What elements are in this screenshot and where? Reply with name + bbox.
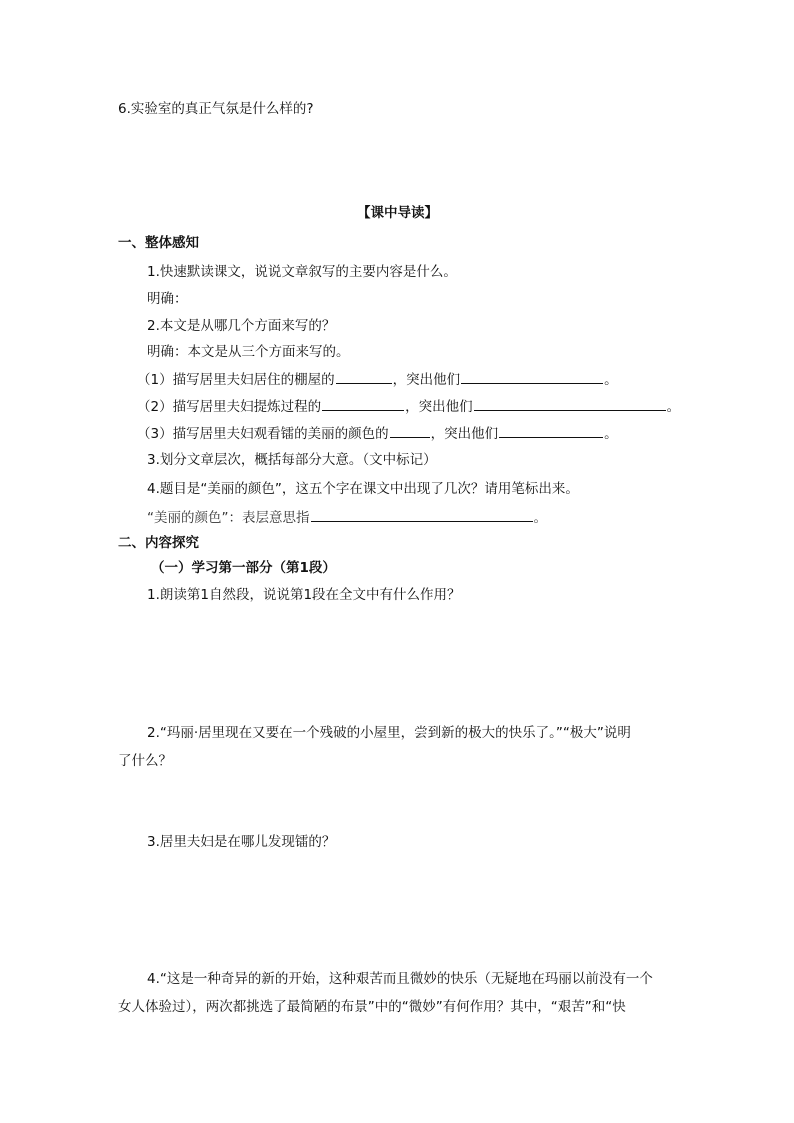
item-1-blank-b[interactable] [461, 369, 603, 384]
item-2-blank-b[interactable] [474, 396, 666, 411]
part1-item-1 [137, 369, 618, 390]
part1-question-2: 2.本文是从哪几个方面来写的？ [147, 318, 336, 334]
part2-question-1: 1.朗读第1自然段，说说第1段在全文中有什么作用？ [147, 587, 461, 603]
part2-question-4-line-2: 女人体验过），两次都挑选了最简陋的布景”中的“微妙”有何作用？其中，“艰苦”和“快 [118, 999, 626, 1015]
item-3-prefix: （3）描写居里夫妇观看镭的美丽的颜色的 [137, 426, 389, 442]
item-2-middle: ，突出他们 [405, 399, 473, 415]
item-1-prefix: （1）描写居里夫妇居住的棚屋的 [137, 372, 335, 388]
part1-heading: 一、整体感知 [118, 235, 199, 251]
part1-item-3 [137, 423, 618, 444]
item-3-blank-b[interactable] [499, 423, 603, 438]
item-3-end: 。 [604, 426, 618, 442]
item-1-blank-a[interactable] [336, 369, 392, 384]
q4-sub-prefix: “美丽的颜色”：表层意思指 [147, 510, 310, 526]
q4-sub-end: 。 [533, 510, 547, 526]
part1-question-4-sub [147, 507, 547, 528]
part1-question-1: 1.快速默读课文，说说文章叙写的主要内容是什么。 [147, 264, 457, 280]
part2-question-2-line-2: 了什么？ [118, 753, 172, 769]
part1-item-2 [137, 396, 680, 417]
part2-question-4-line-1: 4.“这是一种奇异的新的开始，这种艰苦而且微妙的快乐（无疑地在玛丽以前没有一个 [147, 971, 653, 987]
part1-question-3: 3.划分文章层次，概括每部分大意。（文中标记） [147, 452, 437, 468]
item-1-middle: ，突出他们 [392, 372, 461, 388]
item-3-blank-a[interactable] [390, 423, 430, 438]
item-2-blank-a[interactable] [322, 396, 404, 411]
q4-sub-blank[interactable] [311, 507, 533, 522]
part2-question-2-line-1: 2.“玛丽·居里现在又要在一个残破的小屋里，尝到新的极大的快乐了。”“极大”说明 [147, 725, 631, 741]
section-title: 【课中导读】 [357, 205, 438, 221]
part1-question-4: 4.题目是“美丽的颜色”，这五个字在课文中出现了几次？请用笔标出来。 [147, 481, 579, 497]
item-3-middle: ，突出他们 [430, 426, 499, 442]
item-2-end: 。 [666, 399, 681, 415]
part2-question-3: 3.居里夫妇是在哪儿发现镭的？ [147, 834, 336, 850]
part2-heading: 二、内容探究 [118, 535, 199, 551]
item-1-end: 。 [604, 372, 618, 388]
item-2-prefix: （2）描写居里夫妇提炼过程的 [137, 399, 322, 415]
part1-answer-2: 明确：本文是从三个方面来写的。 [147, 344, 350, 360]
part2-subheading-1: （一）学习第一部分（第1段） [151, 560, 336, 576]
question-6: 6.实验室的真正气氛是什么样的? [118, 101, 314, 117]
part1-answer-1-label: 明确： [147, 291, 188, 307]
